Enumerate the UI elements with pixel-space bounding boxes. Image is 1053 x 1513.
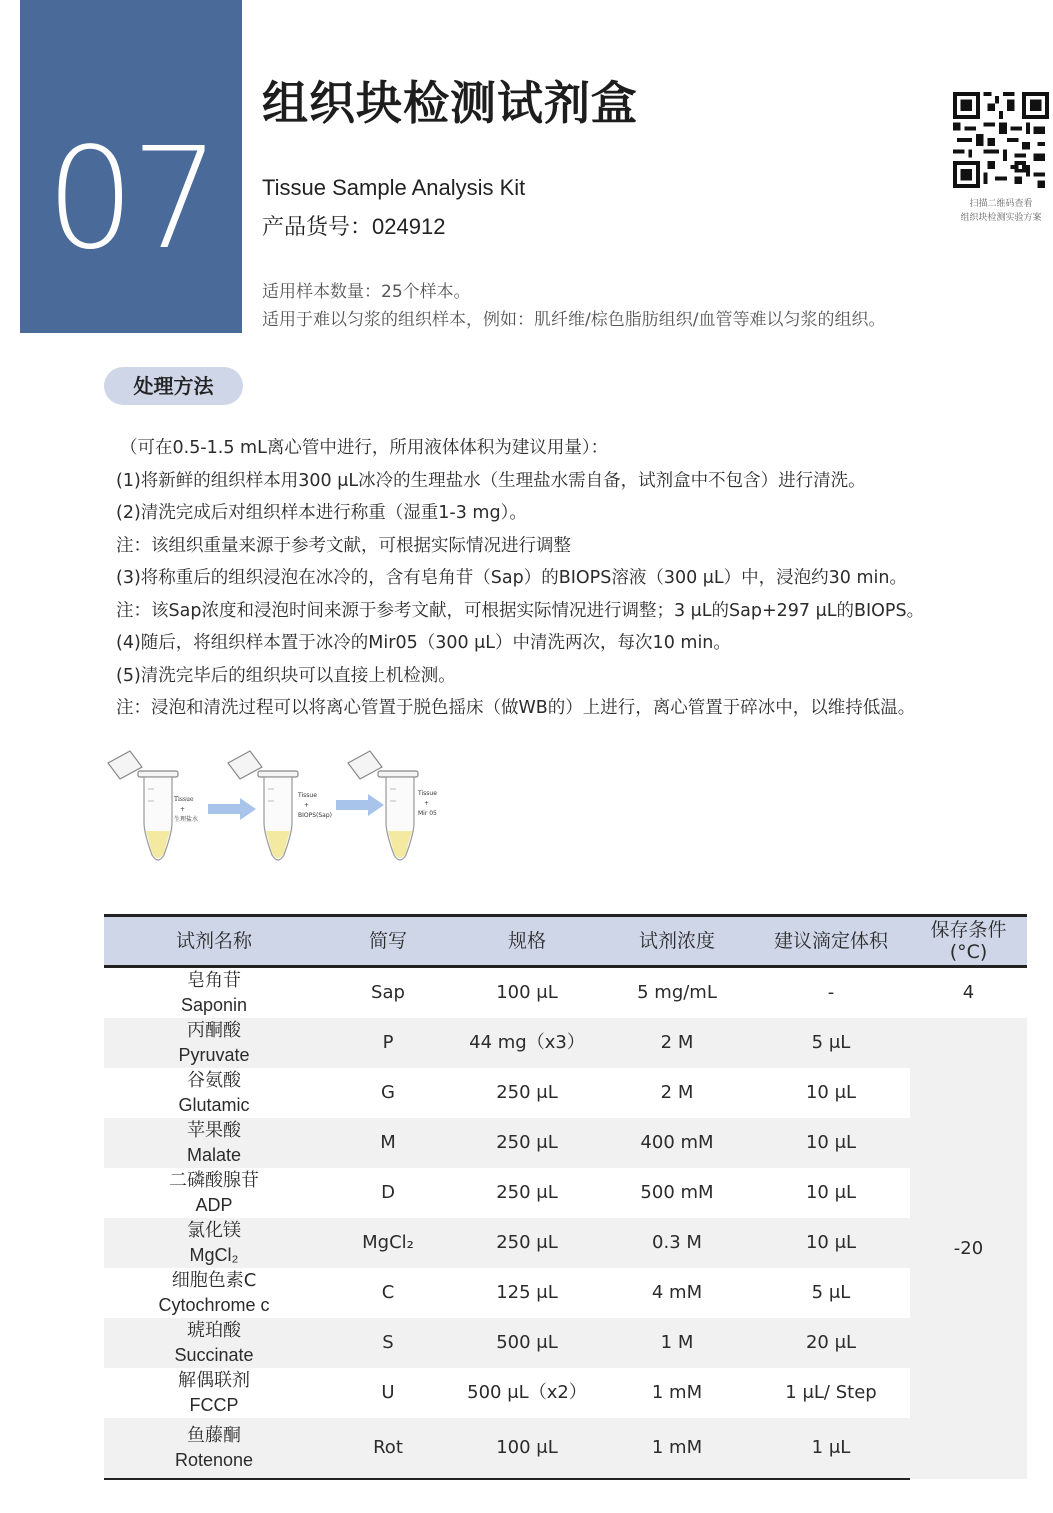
qr-code[interactable] <box>953 92 1049 188</box>
procedure-step: (4)随后，将组织样本置于冰冷的Mir05（300 μL）中清洗两次，每次10 min。 <box>116 633 731 653</box>
sample-count: 适用样本数量：25个样本。 <box>262 282 471 302</box>
tube2-plus: + <box>304 802 310 809</box>
table-row <box>104 1318 1027 1368</box>
reagent-name-en: Pyruvate <box>178 1045 250 1065</box>
table-header-row <box>104 916 1027 967</box>
reagent-abbr: S <box>324 1318 452 1368</box>
reagent-conc: 400 mM <box>602 1118 752 1168</box>
procedure-note: 注：浸泡和清洗过程可以将离心管置于脱色摇床（做WB的）上进行，离心管置于碎冰中，以维持低温。 <box>116 698 916 718</box>
reagent-name <box>104 1268 324 1318</box>
reagent-volume: 5 μL <box>811 1282 851 1303</box>
reagent-abbr: P <box>324 1018 452 1068</box>
reagent-storage: -20 <box>910 1018 1027 1479</box>
reagent-table <box>104 914 1027 1480</box>
reagent-spec: 125 μL <box>496 1282 558 1303</box>
reagent-name-en: ADP <box>195 1195 233 1215</box>
reagent-volume: 1 μL/ Step <box>785 1382 877 1403</box>
section-heading-label: 处理方法 <box>133 374 214 398</box>
col-header-name: 试剂名称 <box>104 916 324 967</box>
applicable-samples: 适用于难以匀浆的组织样本，例如：肌纤维/棕色脂肪组织/血管等难以匀浆的组织。 <box>262 310 886 330</box>
table-row <box>104 1168 1027 1218</box>
tube1-solution: 生理盐水 <box>174 816 199 823</box>
reagent-volume: 5 μL <box>752 1018 910 1068</box>
applicability <box>262 278 885 334</box>
reagent-name-cn: 二磷酸腺苷 <box>169 1170 259 1191</box>
section-heading <box>104 367 243 405</box>
reagent-name-cn: 丙酮酸 <box>187 1020 241 1041</box>
procedure-illustration <box>100 745 460 870</box>
reagent-abbr: D <box>381 1182 395 1203</box>
table-row <box>104 967 1027 1019</box>
reagent-volume: 10 μL <box>805 1082 857 1103</box>
procedure-note: 注：该组织重量来源于参考文献，可根据实际情况进行调整 <box>116 535 571 556</box>
reagent-name-en: Malate <box>186 1145 242 1165</box>
reagent-name <box>104 1218 324 1268</box>
procedure-step: (5)清洗完毕后的组织块可以直接上机检测。 <box>116 665 456 686</box>
table-row <box>104 1368 1027 1418</box>
col-header-conc: 试剂浓度 <box>602 916 752 967</box>
reagent-name-en: MgCl₂ <box>189 1245 239 1265</box>
reagent-name <box>104 1368 324 1418</box>
catalog-number <box>262 210 445 241</box>
reagent-spec: 250 μL <box>452 1218 602 1268</box>
col-header-volume: 建议滴定体积 <box>752 916 910 967</box>
reagent-conc: 5 mg/mL <box>637 982 717 1003</box>
procedure-step: (1)将新鲜的组织样本用300 μL冰冷的生理盐水（生理盐水需自备，试剂盒中不包含）进行清洗。 <box>116 470 866 491</box>
catalog-label: 产品货号： <box>262 215 373 240</box>
table-row <box>104 1418 1027 1479</box>
reagent-spec: 44 mg（x3） <box>452 1018 602 1068</box>
procedure-steps <box>116 432 1053 725</box>
english-subtitle: Tissue Sample Analysis Kit <box>262 175 526 200</box>
reagent-name-en: FCCP <box>189 1395 239 1415</box>
reagent-abbr: C <box>381 1282 395 1303</box>
tube-1 <box>108 751 198 860</box>
tube3-label: Tissue <box>418 790 437 797</box>
reagent-conc: 500 mM <box>640 1182 714 1203</box>
tube3-plus: + <box>424 800 430 807</box>
reagent-abbr: Sap <box>371 982 405 1003</box>
table-row <box>104 1068 1027 1118</box>
reagent-spec: 250 μL <box>496 1182 558 1203</box>
reagent-spec: 100 μL <box>452 1418 602 1479</box>
reagent-name <box>104 1168 324 1218</box>
procedure-step: (3)将称重后的组织浸泡在冰冷的，含有皂角苷（Sap）的BIOPS溶液（300 μL）中，浸泡约30 min。 <box>116 568 908 588</box>
reagent-name <box>104 1118 324 1168</box>
reagent-spec: 500 μL（x2） <box>467 1382 587 1403</box>
table-row <box>104 1118 1027 1168</box>
reagent-volume: - <box>827 982 835 1003</box>
qr-caption <box>942 197 1053 225</box>
reagent-name-cn: 细胞色素C <box>171 1270 257 1291</box>
reagent-spec: 500 μL <box>452 1318 602 1368</box>
reagent-conc: 2 M <box>602 1018 752 1068</box>
section-number-block <box>20 0 242 333</box>
reagent-abbr: U <box>381 1382 395 1403</box>
qr-caption-line1: 扫描二维码查看 <box>969 199 1033 209</box>
reagent-spec: 250 μL <box>452 1118 602 1168</box>
section-number: 07 <box>45 118 217 281</box>
page-title: 组织块检测试剂盒 <box>262 76 638 130</box>
reagent-conc: 4 mM <box>651 1282 703 1303</box>
reagent-name-en: Glutamic <box>178 1095 250 1115</box>
procedure-note: 注：该Sap浓度和浸泡时间来源于参考文献，可根据实际情况进行调整；3 μL的Sap+297 μL的BIOPS。 <box>116 600 925 621</box>
reagent-name-en: Saponin <box>180 995 248 1015</box>
reagent-volume: 1 μL <box>752 1418 910 1479</box>
reagent-name-cn: 皂角苷 <box>187 970 241 991</box>
col-header-storage <box>910 916 1027 967</box>
reagent-conc: 1 mM <box>602 1418 752 1479</box>
procedure-step: (2)清洗完成后对组织样本进行称重（湿重1-3 mg）。 <box>116 503 527 523</box>
reagent-name <box>104 1418 324 1479</box>
reagent-conc: 1 mM <box>651 1382 703 1403</box>
arrow-2 <box>336 794 384 816</box>
storage-header-line2: (°C) <box>949 941 988 963</box>
reagent-volume: 20 μL <box>752 1318 910 1368</box>
reagent-name-cn: 琥珀酸 <box>187 1320 241 1341</box>
catalog-code: 024912 <box>372 214 446 239</box>
tube1-label: Tissue <box>174 796 194 803</box>
table-row <box>104 1018 1027 1068</box>
reagent-name-cn: 解偶联剂 <box>178 1370 250 1391</box>
table-row <box>104 1268 1027 1318</box>
reagent-volume: 10 μL <box>805 1182 857 1203</box>
reagent-conc: 1 M <box>602 1318 752 1368</box>
reagent-abbr: MgCl₂ <box>324 1218 452 1268</box>
reagent-name <box>104 967 324 1019</box>
reagent-volume: 10 μL <box>752 1218 910 1268</box>
reagent-conc: 0.3 M <box>602 1218 752 1268</box>
table-row <box>104 1218 1027 1268</box>
reagent-name-cn: 氯化镁 <box>187 1220 241 1241</box>
storage-header-line1: 保存条件 <box>930 919 1007 941</box>
reagent-name <box>104 1018 324 1068</box>
col-header-spec: 规格 <box>452 916 602 967</box>
reagent-name-cn: 谷氨酸 <box>187 1070 241 1091</box>
reagent-spec: 250 μL <box>496 1082 558 1103</box>
tube2-label: Tissue <box>298 792 317 799</box>
tube1-plus: + <box>180 806 186 813</box>
qr-caption-line2: 组织块检测实验方案 <box>960 213 1042 223</box>
reagent-name-en: Succinate <box>174 1345 254 1365</box>
reagent-name-en: Rotenone <box>174 1450 254 1470</box>
reagent-name <box>104 1318 324 1368</box>
reagent-abbr: G <box>381 1082 395 1103</box>
reagent-name-cn: 鱼藤酮 <box>187 1425 241 1446</box>
reagent-abbr: Rot <box>324 1418 452 1479</box>
reagent-conc: 2 M <box>660 1082 694 1103</box>
reagent-volume: 10 μL <box>752 1118 910 1168</box>
tube2-solution: BIOPS(Sap) <box>298 812 333 819</box>
reagent-name <box>104 1068 324 1118</box>
reagent-spec: 100 μL <box>496 982 558 1003</box>
arrow-1 <box>208 798 256 820</box>
col-header-abbr: 简写 <box>324 916 452 967</box>
tube3-solution: Mir 05 <box>418 810 437 817</box>
reagent-storage: 4 <box>962 982 975 1003</box>
procedure-intro: （可在0.5-1.5 mL离心管中进行，所用液体体积为建议用量）： <box>120 438 609 458</box>
reagent-name-cn: 苹果酸 <box>187 1120 241 1141</box>
reagent-name-en: Cytochrome c <box>158 1295 270 1315</box>
reagent-abbr: M <box>324 1118 452 1168</box>
